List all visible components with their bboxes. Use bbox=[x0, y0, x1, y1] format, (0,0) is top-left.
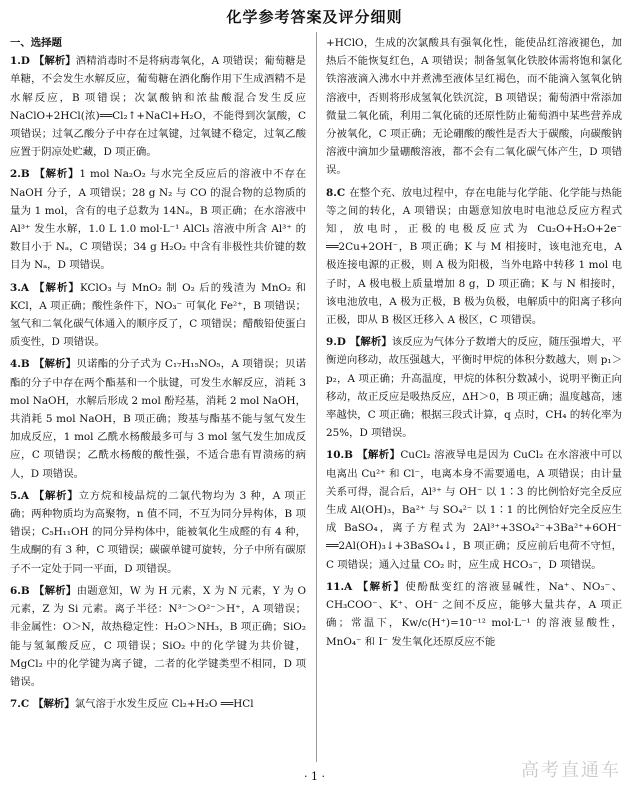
analysis-tag: 【解析】 bbox=[33, 55, 76, 68]
analysis-tag: 【解析】 bbox=[32, 281, 81, 294]
right-item-list bbox=[326, 34, 622, 651]
answer-item bbox=[326, 184, 622, 330]
analysis-tag: 【解析】 bbox=[356, 449, 401, 462]
answer-choice: B bbox=[20, 584, 30, 597]
question-number: 7. bbox=[10, 698, 21, 711]
document-title: 化学参考答案及评分细则 bbox=[226, 8, 403, 26]
question-number: 5. bbox=[10, 489, 21, 502]
answer-item bbox=[326, 446, 622, 573]
answer-item bbox=[326, 34, 622, 180]
watermark-text: 高考直通车 bbox=[521, 760, 621, 781]
explanation-text: 该反应为气体分子数增大的反应，随压强增大，平衡逆向移动，故压强越大，平衡时甲烷的体积分数越大，则 p₁＞p₂，A 项正确；升高温度，甲烷的体积分数减小，说明平衡正向移动，故正反应是吸热反应，ΔH＞0，B 项正确；温度越高，速率越快，C 项正确；根据三段式计算，q 点时，CH₄ 的转化率为 25%，D 项错误。 bbox=[326, 336, 622, 440]
answer-choice: A bbox=[20, 489, 29, 502]
analysis-tag: 【解析】 bbox=[33, 358, 77, 371]
answer-choice: B bbox=[20, 358, 30, 371]
answer-item bbox=[10, 52, 306, 161]
question-number: 8. bbox=[326, 186, 337, 199]
analysis-tag: 【解析】 bbox=[33, 584, 77, 597]
explanation-text: +HClO，生成的次氯酸具有强氧化性，能使品红溶液褪色，加热后不能恢复红色，A 项错误；制备氢氧化铁胶体需将饱和氯化铁溶液滴入沸水中并煮沸至液体呈红褐色，而不能滴入氢氧化钠溶液中，否则将形成氢氧化铁沉淀，B 项错误；葡萄酒中常添加微量二氧化硫，利用二氧化硫的还原性防止葡萄酒中某些营养成分被氧化，C 项正确；无论硼酸的酸性是否大于碳酸，向碳酸钠溶液中滴加少量硼酸溶液，都不会有二氧化碳气体产生，D 项错误。 bbox=[326, 37, 622, 177]
answer-item bbox=[326, 578, 622, 651]
question-number: 9. bbox=[326, 336, 337, 349]
explanation-text: 贝诺酯的分子式为 C₁₇H₁₅NO₅，A 项错误；贝诺酯的分子中存在两个酯基和一个肽键，可发生水解反应，消耗 3 mol NaOH，水解后形成 2 mol 酚羟基，消耗 2 mol NaOH，共消耗 5 mol NaOH，B 项正确；羧基与酯基不能与氢气发生加成反应，1 mol 乙酰水杨酸最多可与 3 mol 氢气发生加成反应，C 项错误；乙酰水杨酸的酸性强，不适合患有胃溃疡的病人，D 项错误。 bbox=[10, 358, 306, 480]
explanation-text: 在整个充、放电过程中，存在电能与化学能、化学能与热能等之间的转化，A 项错误；由题意知放电时电池总反应方程式知，放电时，正极的电极反应式为 Cu₂O+H₂O+2e⁻ ══2Cu+2OH⁻，B 项正确；K 与 M 相接时，该电池充电，A 极连接电源的正极，则 A 极为阳极，当外电路中转移 1 mol 电子时，A 极电极上质量增加 8 g，D 项正确；K 与 N 相接时，该电池放电，A 极为正极，B 极为负极，电解质中的阳离子移向正极，即从 B 极区迁移入 A 极区，C 项错误。 bbox=[326, 186, 622, 327]
answer-item bbox=[10, 695, 306, 713]
explanation-text: 立方烷和棱晶烷的二氯代物均为 3 种，A 项正确；两种物质均为高聚物，n 值不同，不互为同分异构体，B 项错误；C₅H₁₁OH 的同分异构体中，能被氧化生成醛的有 4 种，生成酮的有 3 种，C 项错误；碳碳单键可旋转，分子中所有碳原子不一定处于同一平面，D 项错误。 bbox=[10, 489, 306, 575]
right-column bbox=[326, 34, 622, 762]
answer-choice: B bbox=[20, 168, 30, 181]
answer-choice: B bbox=[344, 449, 353, 462]
section-heading: 一、选择题 bbox=[10, 37, 62, 49]
page-number: · 1 · bbox=[304, 770, 325, 783]
explanation-text: 酒精消毒时不是将病毒氧化，A 项错误；葡萄糖是单糖，不会发生水解反应，葡萄糖在酒化酶作用下生成酒精不是水解反应，B 项错误；次氯酸钠和浓盐酸混合发生反应 NaClO+2HCl(浓)══Cl₂↑+NaCl+H₂O，不能得到次氯酸，C 项错误；过氧乙酸分子中存在过氧键，过氧键不稳定，过氧乙酸应置于阴凉处贮藏，D 项正确。 bbox=[10, 55, 306, 159]
answer-item bbox=[326, 333, 622, 442]
question-number: 4. bbox=[10, 358, 21, 371]
explanation-text: 使酚酞变红的溶液显碱性，Na⁺、NO₃⁻、CH₃COO⁻、K⁺、OH⁻ 之间不反应，能够大量共存，A 项正确；常温下，Kw/c(H⁺)=10⁻¹² mol·L⁻¹ 的溶液显酸性，MnO₄⁻ 和 I⁻ 发生氧化还原反应不能 bbox=[326, 580, 622, 648]
analysis-tag: 【解析】 bbox=[349, 336, 392, 349]
explanation-text: 氯气溶于水发生反应 Cl₂+H₂O ══HCl bbox=[74, 698, 254, 711]
answer-item bbox=[10, 355, 306, 482]
answer-item bbox=[10, 487, 306, 578]
left-column bbox=[10, 34, 306, 762]
explanation-text: CuCl₂ 溶液导电是因为 CuCl₂ 在水溶液中可以电离出 Cu²⁺ 和 Cl⁻，电离本身不需要通电，A 项错误；由计量关系可得，混合后，Al³⁺ 与 OH⁻ 以 1∶3 的比例恰好完全反应生成 Al(OH)₃，Ba²⁺ 与 SO₄²⁻ 以 1∶1 的比例恰好完全反应生成 BaSO₄，离子方程式为 2Al³⁺+3SO₄²⁻+3Ba²⁺+6OH⁻ ══2Al(OH)₃↓+3BaSO₄↓，B 项正确；反应前后电荷不守恒，C 项错误；通入过量 CO₂ 时，应生成 HCO₃⁻，D 项错误。 bbox=[326, 449, 622, 571]
answer-choice: D bbox=[336, 336, 346, 349]
left-item-list bbox=[10, 52, 306, 713]
answer-choice: A bbox=[344, 580, 353, 593]
analysis-tag: 【解析】 bbox=[33, 698, 75, 711]
explanation-text: 1 mol Na₂O₂ 与水完全反应后的溶液中不存在 NaOH 分子，A 项错误；28 g N₂ 与 CO 的混合物的总物质的量为 1 mol，含有的电子总数为 14Nₐ，B 项正确；在水溶液中 Al³⁺ 发生水解，1.0 L 1.0 mol·L⁻¹ AlCl₃ 溶液中所含 Al³⁺ 的数目小于 Nₐ，C 项错误；34 g H₂O₂ 中含有非极性共价键的数目为 Nₐ，D 项错误。 bbox=[10, 168, 306, 272]
question-number: 3. bbox=[10, 281, 21, 294]
question-number: 11. bbox=[326, 580, 345, 593]
explanation-text: 由题意知，W 为 H 元素，X 为 N 元素，Y 为 O 元素，Z 为 Si 元素。离子半径：N³⁻＞O²⁻＞H⁺，A 项错误；非金属性：O＞N，故热稳定性：H₂O＞NH₃，B 项正确；SiO₂ 能与氢氟酸反应，C 项错误；SiO₂ 中的化学键为共价键，MgCl₂ 中的化学键为离子键，二者的化学键类型不相同，D 项错误。 bbox=[10, 584, 306, 688]
column-divider bbox=[316, 32, 317, 762]
answer-item bbox=[10, 165, 306, 274]
answer-choice: A bbox=[20, 281, 29, 294]
answer-item bbox=[10, 582, 306, 691]
question-number: 6. bbox=[10, 584, 21, 597]
answer-item bbox=[10, 279, 306, 352]
question-number: 2. bbox=[10, 168, 21, 181]
question-number: 10. bbox=[326, 449, 345, 462]
analysis-tag: 【解析】 bbox=[32, 489, 79, 502]
answer-choice: C bbox=[20, 698, 30, 711]
answer-choice: D bbox=[20, 55, 30, 68]
analysis-tag: 【解析】 bbox=[33, 168, 80, 181]
explanation-text: KClO₃ 与 MnO₂ 制 O₂ 后的残渣为 MnO₂ 和 KCl，A 项正确；酸性条件下，NO₃⁻ 可氧化 Fe²⁺，B 项错误；氢气和二氧化碳气体通入的顺序反了，C 项错误；醋酸铅使蛋白质变性，D 项错误。 bbox=[10, 281, 306, 349]
answer-choice: C bbox=[336, 186, 346, 199]
analysis-tag: 【解析】 bbox=[356, 580, 406, 593]
question-number: 1. bbox=[10, 55, 21, 68]
